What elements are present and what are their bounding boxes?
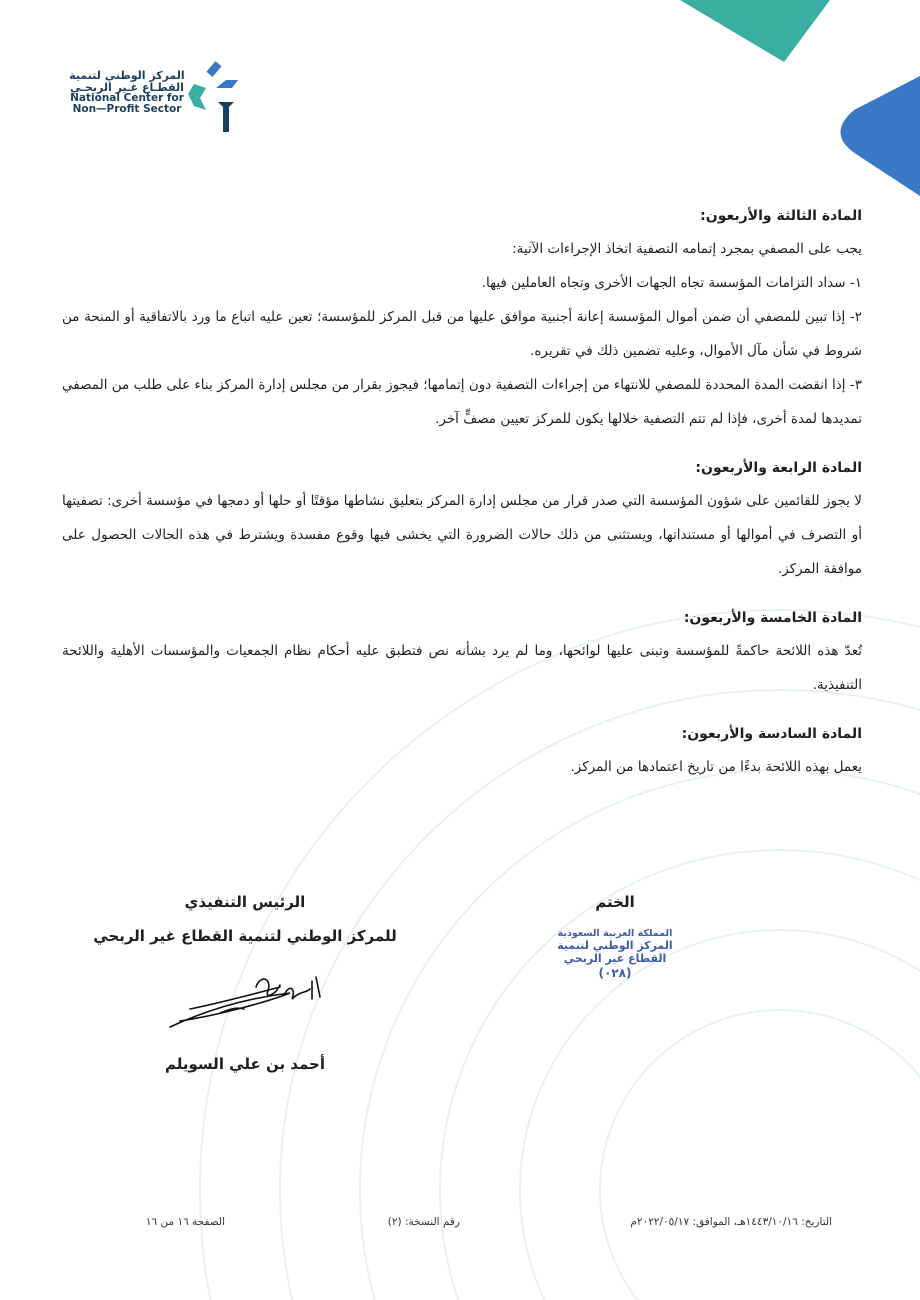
footer-page-number: الصفحة ١٦ من ١٦ bbox=[145, 1216, 225, 1228]
logo-arabic-line1: المركز الوطني لتنمية bbox=[69, 69, 185, 82]
corner-blue-shape bbox=[826, 76, 920, 196]
article-heading: المادة الثالثة والأربعون: bbox=[700, 208, 862, 224]
logo-english-line2: Non—Profit Sector bbox=[72, 103, 182, 116]
stamp-number: (٠٢٨) bbox=[598, 966, 632, 981]
stamp-block bbox=[520, 885, 710, 981]
article-43 bbox=[62, 200, 862, 436]
article-44 bbox=[62, 452, 862, 586]
signatory-organization: للمركز الوطني لتنمية القطاع غير الربحي bbox=[93, 927, 397, 945]
signature-block bbox=[80, 885, 410, 1079]
article-item: ٢- إذا تبين للمصفي أن ضمن أموال المؤسسة إعانة أجنبية موافق عليها من قبل المركز للمؤسسة؛ تعين عليه اتباع ما ورد بالاتفاقية أو المنحة من شروط في شأن مآل الأموال، وعليه تضمين ذلك في تقريره. bbox=[62, 309, 862, 359]
article-paragraph: تُعدّ هذه اللائحة حاكمةً للمؤسسة وتبنى عليها لوائحها، وما لم يرد بشأنه نص فتطبق عليه أحكام نظام الجمعيات والمؤسسات الأهلية واللائحة التنفيذية. bbox=[62, 643, 862, 693]
corner-teal-triangle bbox=[680, 0, 830, 62]
logo-text bbox=[68, 70, 186, 115]
article-45 bbox=[62, 602, 862, 702]
article-paragraph: يجب على المصفي بمجرد إتمامه التصفية اتخاذ الإجراءات الآتية: bbox=[512, 241, 862, 257]
page-footer bbox=[0, 1216, 920, 1236]
article-paragraph: لا يجوز للقائمين على شؤون المؤسسة التي صدر قرار من مجلس إدارة المركز بتعليق نشاطها مؤقتًا أو حلها أو دمجها في مؤسسة أخرى: تصفيتها أو التصرف في أموالها أو مستنداتها، ويستثنى من ذلك حالات الضرورة التي يخشى فيها وقوع مفسدة ويشترط في هذه الحالات الحصول على موافقة المركز. bbox=[62, 493, 862, 577]
article-heading: المادة السادسة والأربعون: bbox=[681, 726, 862, 742]
article-item: ٣- إذا انقضت المدة المحددة للمصفي للانتهاء من إجراءات التصفية دون إتمامها؛ فيجوز بقرار من مجلس إدارة المركز بناء على طلب من المصفي تمديدها لمدة أخرى، فإذا لم تتم التصفية خلالها يكون للمركز تعيين مصفٍّ آخر. bbox=[62, 377, 862, 427]
footer-copy-number: رقم النسخة: (٢) bbox=[387, 1216, 460, 1228]
articles-content bbox=[62, 200, 862, 800]
stamp-label: الختم bbox=[595, 893, 635, 911]
article-heading: المادة الخامسة والأربعون: bbox=[683, 610, 862, 626]
footer-date: التاريخ: ١٤٤٣/١٠/١٦هـ، الموافق: ٢٠٢٢/٠٥/١٧م bbox=[630, 1216, 832, 1228]
logo-arabic-line2: القطـاع غـير الربحـي bbox=[70, 80, 184, 94]
article-46 bbox=[62, 718, 862, 784]
logo-english-line1: National Center for bbox=[70, 92, 184, 105]
article-item: ١- سداد التزامات المؤسسة تجاه الجهات الأخرى وتجاه العاملين فيها. bbox=[481, 275, 862, 291]
article-heading: المادة الرابعة والأربعون: bbox=[695, 460, 862, 476]
signatory-title: الرئيس التنفيذي bbox=[184, 893, 306, 911]
stamp-line: القطاع غير الربحي bbox=[563, 951, 667, 965]
official-stamp bbox=[520, 929, 710, 981]
stamp-line: المملكة العربية السعودية bbox=[557, 928, 673, 939]
signatory-name: أحمد بن علي السويلم bbox=[165, 1055, 325, 1073]
stamp-line: المركز الوطني لتنمية bbox=[557, 938, 673, 952]
logo-mark-icon bbox=[188, 58, 244, 136]
organization-logo bbox=[68, 58, 248, 138]
handwritten-signature bbox=[160, 969, 330, 1039]
article-paragraph: يعمل بهذه اللائحة بدءًا من تاريخ اعتمادها من المركز. bbox=[570, 759, 862, 775]
